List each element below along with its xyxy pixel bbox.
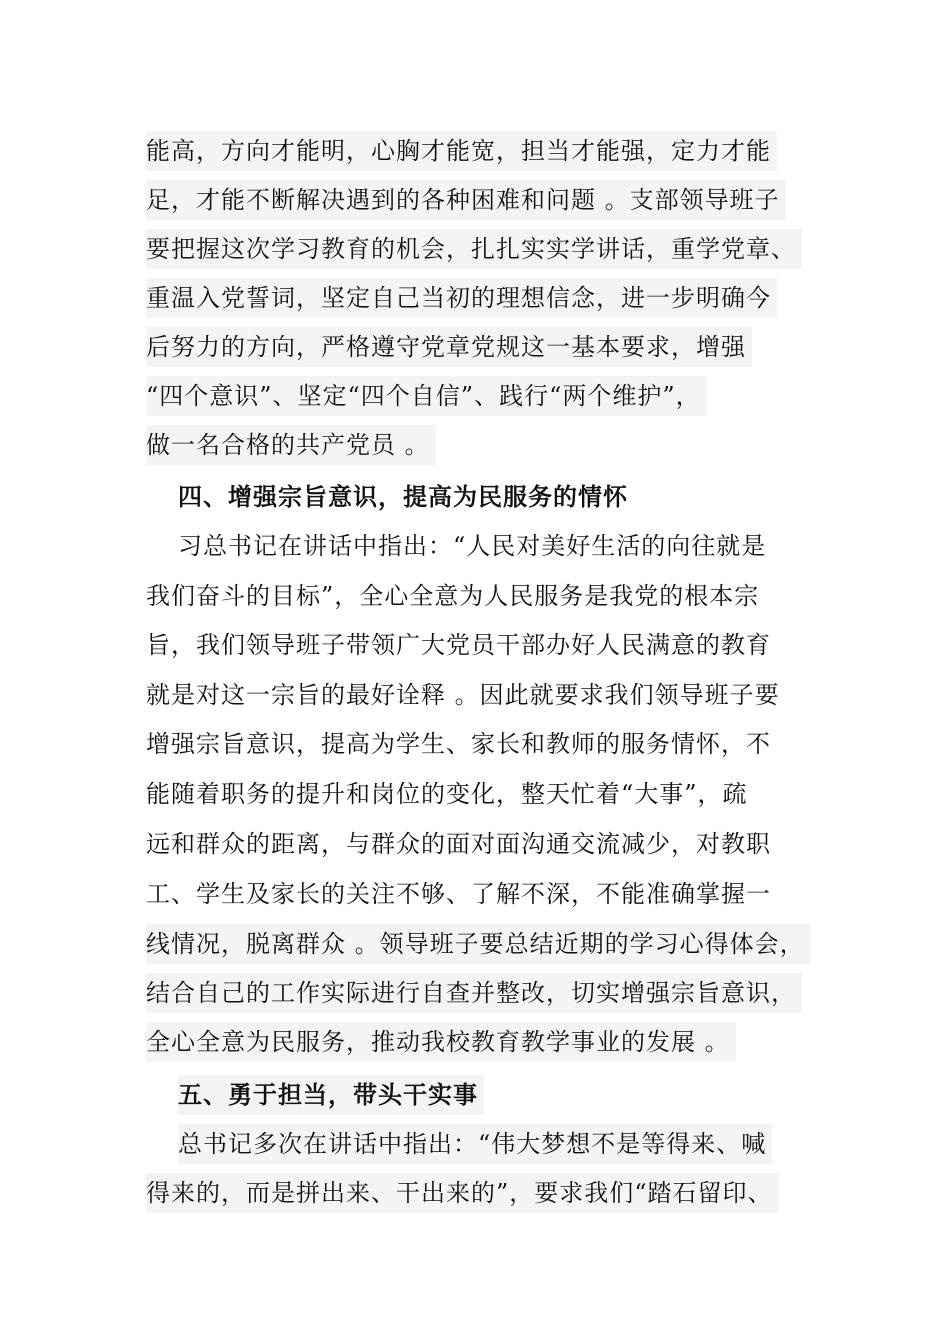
paragraph-line: 习总书记在讲话中指出：“人民对美好生活的向往就是 (178, 532, 767, 560)
paragraph-line: 就是对这一宗旨的最好诠释 。因此就要求我们领导班子要 (146, 681, 780, 709)
paragraph-line: 全心全意为民服务，推动我校教育教学事业的发展 。 (146, 1022, 736, 1062)
paragraph-line: 能高，方向才能明，心胸才能宽，担当才能强，定力才能 (146, 131, 777, 171)
section-heading: 五、勇于担当，带头干实事 (178, 1075, 484, 1115)
paragraph-line: 做一名合格的共产党员 。 (146, 425, 436, 465)
paragraph-line: 重温入党誓词，坚定自己当初的理想信念，进一步明确今 (146, 278, 777, 318)
paragraph-line: 我们奋斗的目标”，全心全意为人民服务是我党的根本宗 (146, 582, 760, 610)
paragraph-line: 增强宗旨意识，提高为学生、家长和教师的服务情怀，不 (146, 730, 771, 758)
paragraph-line: 要把握这次学习教育的机会，扎扎实实学讲话，重学党章、 (146, 229, 802, 269)
paragraph-line: 旨，我们领导班子带领广大党员干部办好人民满意的教育 (146, 631, 771, 659)
paragraph-line: 工、学生及家长的关注不够、了解不深，不能准确掌握一 (146, 880, 771, 908)
paragraph-line: 能随着职务的提升和岗位的变化，整天忙着“大事”，疏 (146, 780, 748, 808)
paragraph-line: 线情况，脱离群众 。领导班子要总结近期的学习心得体会， (146, 924, 811, 964)
paragraph-line: 总书记多次在讲话中指出：“伟大梦想不是等得来、喊 (178, 1124, 772, 1164)
paragraph-line: “四个意识”、坚定“四个自信”、践行“两个维护”， (146, 376, 707, 416)
paragraph-line: 足，才能不断解决遇到的各种困难和问题 。支部领导班子 (146, 180, 786, 220)
paragraph-line: 后努力的方向，严格遵守党章党规这一基本要求，增强 (146, 327, 752, 367)
paragraph-line: 结合自己的工作实际进行自查并整改，切实增强宗旨意识， (146, 973, 802, 1013)
paragraph-line: 得来的，而是拼出来、干出来的”，要求我们“踏石留印、 (146, 1173, 779, 1213)
section-heading: 四、增强宗旨意识，提高为民服务的情怀 (178, 482, 628, 511)
paragraph-line: 远和群众的距离，与群众的面对面沟通交流减少，对教职 (146, 830, 771, 858)
